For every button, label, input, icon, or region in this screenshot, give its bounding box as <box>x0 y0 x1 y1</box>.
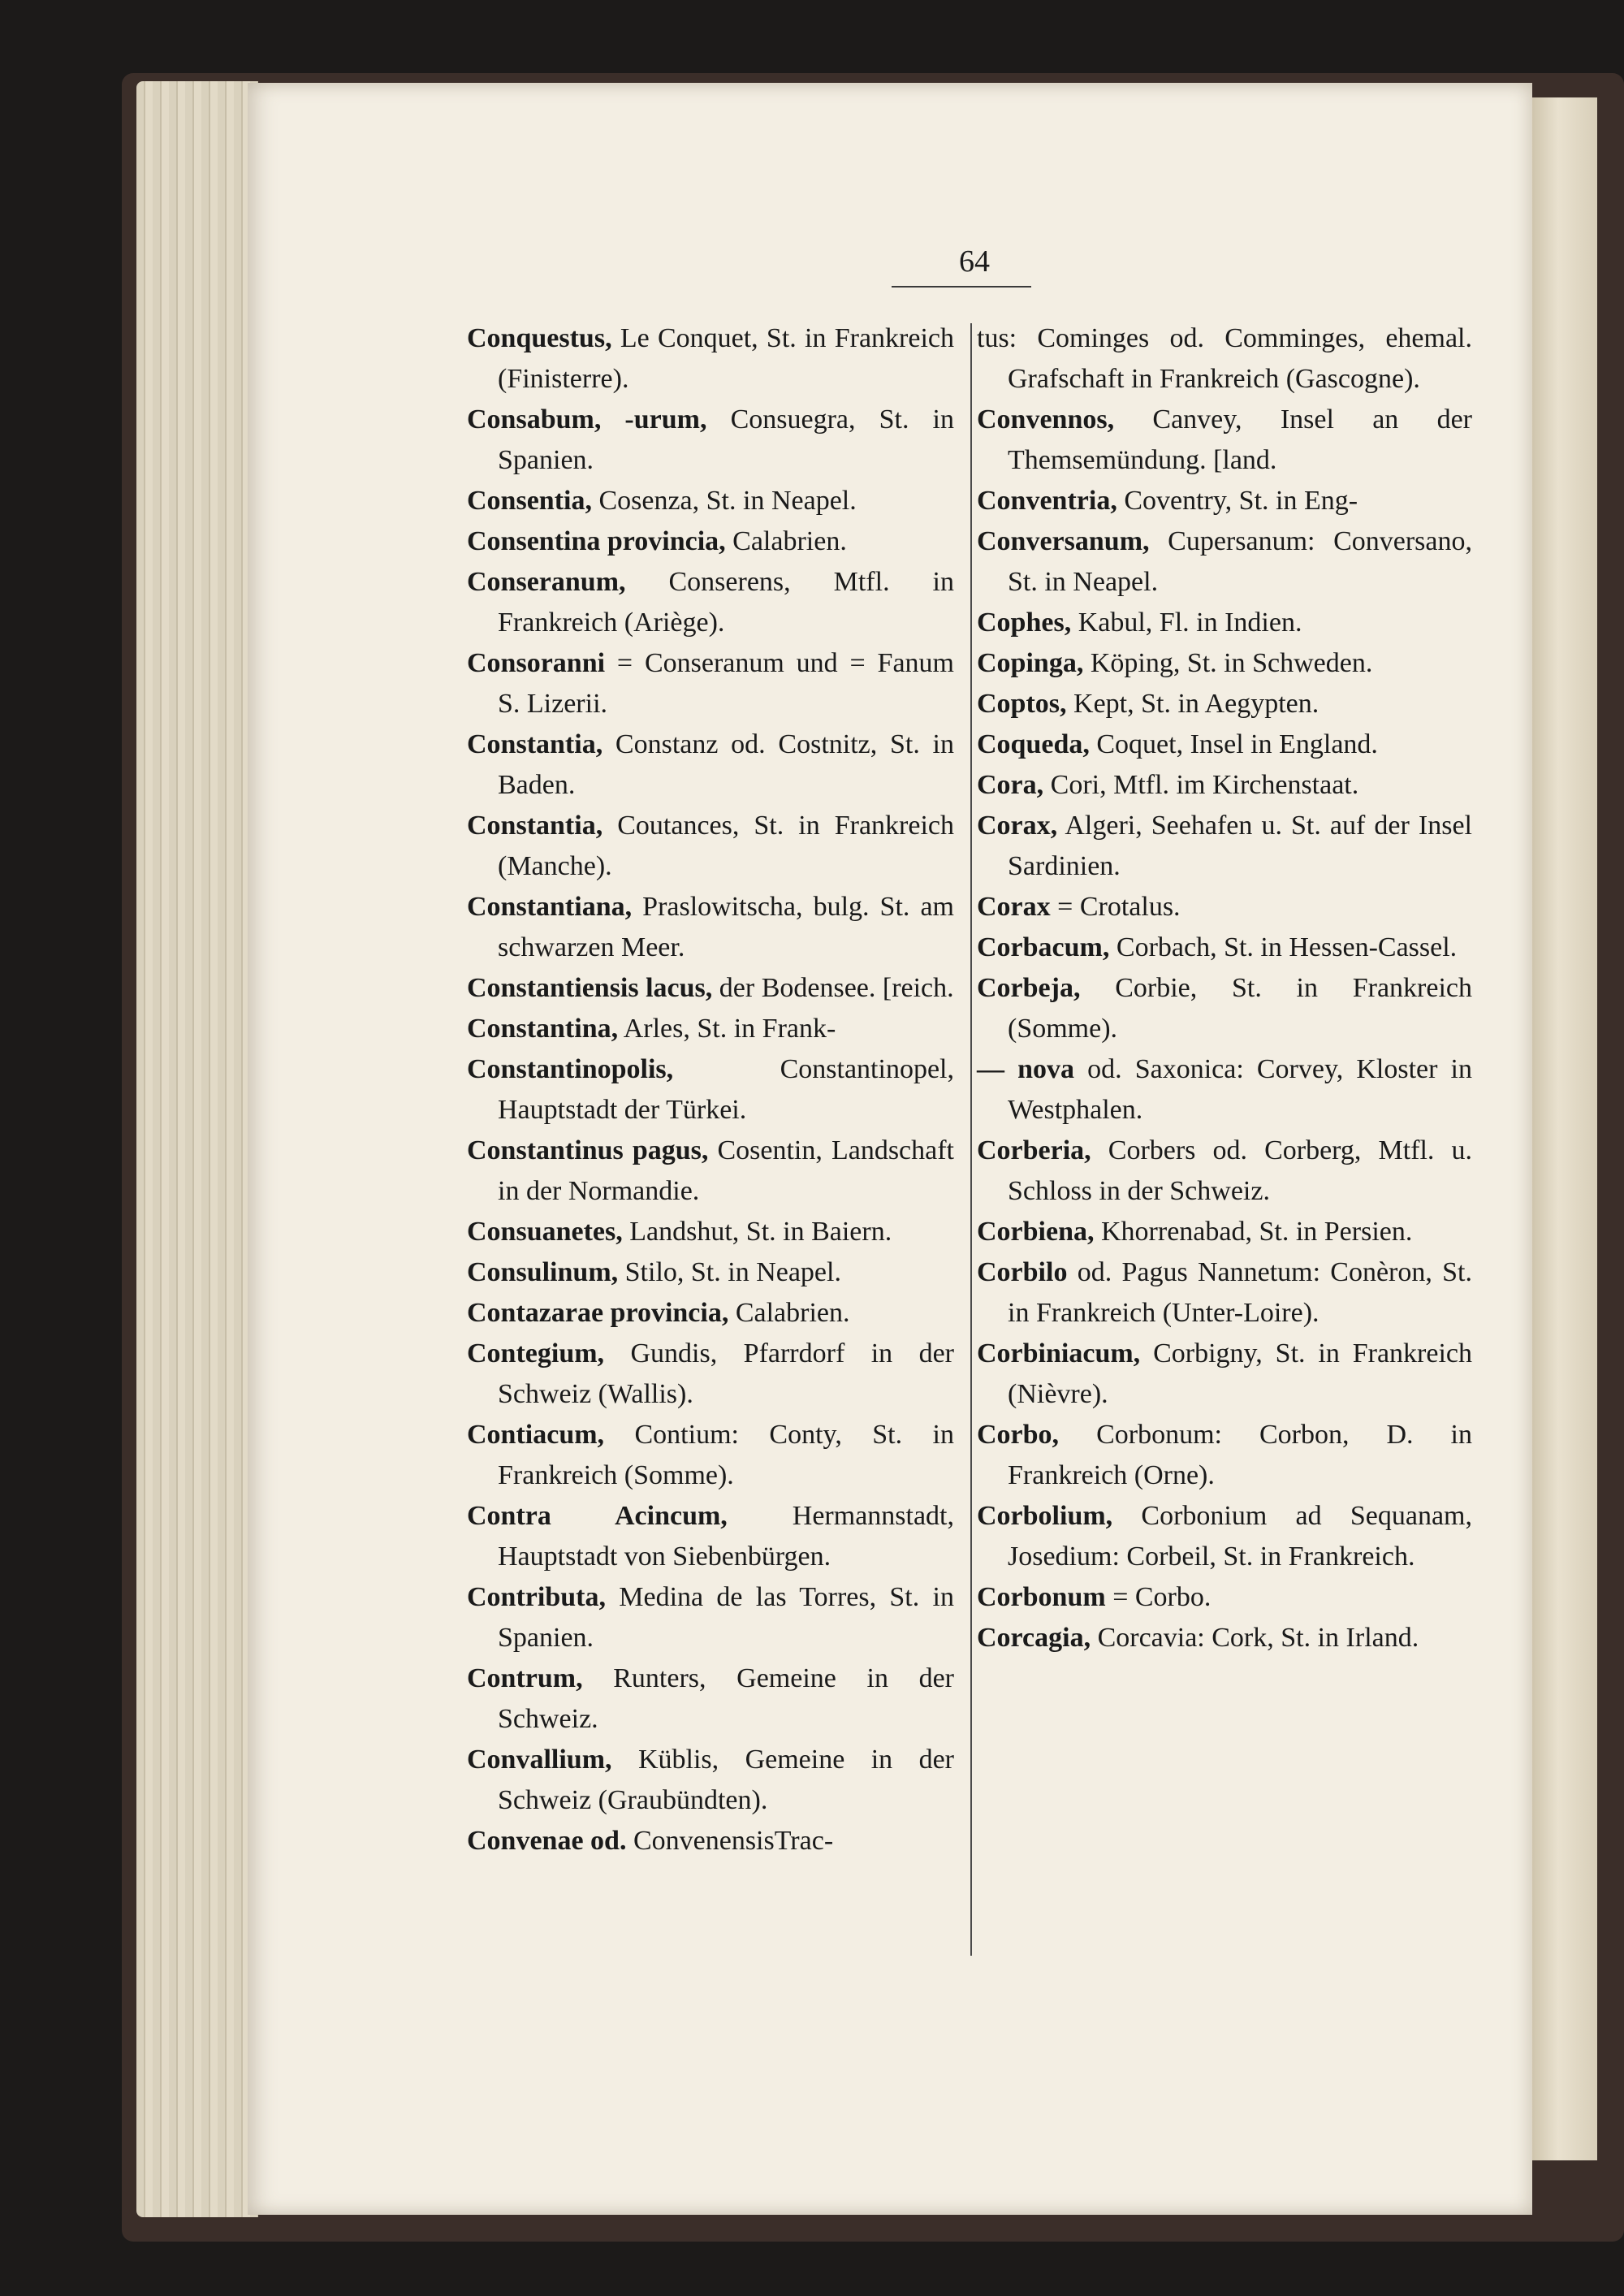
entry-headword: Conseranum, <box>467 567 626 597</box>
entry-headword: Constantinopolis, <box>467 1054 674 1084</box>
entry-definition: Algeri, Seehafen u. St. auf der Insel Sardinien. <box>1008 811 1472 881</box>
entry-definition: Consuegra, St. in Spanien. <box>498 404 955 475</box>
entry-headword: Contazarae provincia, <box>467 1298 729 1328</box>
dictionary-entry <box>467 1496 954 1577</box>
entry-headword: Constantinus pagus, <box>467 1135 709 1165</box>
entry-definition: Coquet, Insel in England. <box>1089 729 1378 759</box>
entry-definition: Cosentin, Landschaft in der Normandie. <box>498 1135 955 1206</box>
page-number-rule <box>892 286 1031 288</box>
entry-definition: Cupersanum: Conversano, St. in Neapel. <box>1008 526 1472 597</box>
entry-definition: Corbers od. Corberg, Mtfl. u. Schloss in der Schweiz. <box>1008 1135 1472 1206</box>
entry-headword: Corbonum <box>977 1582 1106 1612</box>
dictionary-entry <box>467 724 954 806</box>
entry-definition: Hermannstadt, Hauptstadt von Siebenbürgen. <box>498 1501 955 1572</box>
entry-headword: Corax, <box>977 811 1058 841</box>
entry-headword: Conquestus, <box>467 323 612 353</box>
entry-definition: Köping, St. in Schweden. <box>1083 648 1373 678</box>
entry-headword: Corcagia, <box>977 1623 1091 1653</box>
dictionary-entry <box>467 521 954 562</box>
entry-headword: Constantia, <box>467 729 603 759</box>
entry-definition: Le Conquet, St. in Frankreich (Finisterre). <box>498 323 954 394</box>
entry-headword: Consentia, <box>467 486 592 516</box>
dictionary-entry <box>467 1740 954 1821</box>
entry-definition: Corbach, St. in Hessen-Cassel. <box>1109 932 1458 962</box>
entry-definition: Runters, Gemeine in der Schweiz. <box>498 1663 954 1734</box>
entry-headword: — nova <box>977 1054 1075 1084</box>
dictionary-entry <box>467 1658 954 1740</box>
entry-definition: Calabrien. <box>725 526 847 556</box>
dictionary-entry <box>977 968 1472 1049</box>
entry-definition: Canvey, Insel an der Themsemündung. [land. <box>1008 404 1472 475</box>
entry-definition: Coutances, St. in Frankreich (Manche). <box>498 811 954 881</box>
entry-headword: Corbilo <box>977 1257 1068 1287</box>
entry-headword: Cophes, <box>977 608 1072 638</box>
entry-headword: Coptos, <box>977 689 1067 719</box>
dictionary-entry <box>977 1415 1472 1496</box>
entry-definition: Calabrien. <box>728 1298 850 1328</box>
entry-headword: Consoranni <box>467 648 606 678</box>
dictionary-entry <box>467 1415 954 1496</box>
entry-definition: Corbigny, St. in Frankreich (Nièvre). <box>1008 1338 1472 1409</box>
entry-definition: der Bodensee. [reich. <box>712 973 954 1003</box>
entry-headword: Conversanum, <box>977 526 1150 556</box>
dictionary-entry <box>467 562 954 643</box>
entry-definition: Conserens, Mtfl. in Frankreich (Ariège). <box>498 567 954 638</box>
entry-definition: Corbonium ad Sequanam, Josedium: Corbeil, St. in Frankreich. <box>1008 1501 1472 1572</box>
entry-headword: Contegium, <box>467 1338 605 1369</box>
entry-definition: Arles, St. in Frank- <box>618 1014 836 1044</box>
dictionary-entry <box>977 1496 1472 1577</box>
entry-definition: Landshut, St. in Baiern. <box>622 1217 892 1247</box>
dictionary-entry <box>977 1131 1472 1212</box>
entry-headword: Corbacum, <box>977 932 1110 962</box>
dictionary-entry <box>977 927 1472 968</box>
page-edges <box>136 81 258 2217</box>
dictionary-entry <box>467 968 954 1009</box>
dictionary-entry <box>977 1334 1472 1415</box>
entry-headword: Convallium, <box>467 1745 612 1775</box>
entry-definition: Khorrenabad, St. in Persien. <box>1094 1217 1413 1247</box>
dictionary-entry <box>467 806 954 887</box>
entry-definition: Constantinopel, Hauptstadt der Türkei. <box>498 1054 954 1125</box>
dictionary-entry <box>977 684 1472 724</box>
entry-headword: Contributa, <box>467 1582 606 1612</box>
entry-definition: Constanz od. Costnitz, St. in Baden. <box>498 729 954 800</box>
dictionary-entry <box>977 643 1472 684</box>
dictionary-entry <box>467 400 954 481</box>
entry-headword: Corbiniacum, <box>977 1338 1141 1369</box>
entry-headword: Conventria, <box>977 486 1117 516</box>
entry-definition: Kept, St. in Aegypten. <box>1066 689 1320 719</box>
dictionary-entry <box>977 1618 1472 1658</box>
entry-headword: Consabum, -urum, <box>467 404 707 435</box>
entry-headword: Constantina, <box>467 1014 619 1044</box>
entry-headword: Corax <box>977 892 1051 922</box>
entry-headword: Convennos, <box>977 404 1115 435</box>
entry-definition: Corbie, St. in Frankreich (Somme). <box>1008 973 1472 1044</box>
entry-headword: Consentina provincia, <box>467 526 726 556</box>
dictionary-entry <box>467 1252 954 1293</box>
right-column <box>977 318 1472 1658</box>
entry-headword: Corbo, <box>977 1420 1060 1450</box>
dictionary-entry <box>977 887 1472 927</box>
entry-definition: Contium: Conty, St. in Frankreich (Somme). <box>498 1420 954 1490</box>
entry-definition: od. Saxonica: Corvey, Kloster in Westphalen. <box>1008 1054 1472 1125</box>
entry-definition: Corcavia: Cork, St. in Irland. <box>1091 1623 1419 1653</box>
entry-definition: = Crotalus. <box>1050 892 1181 922</box>
entry-definition: Stilo, St. in Neapel. <box>618 1257 841 1287</box>
entry-headword: Consulinum, <box>467 1257 619 1287</box>
dictionary-entry <box>467 887 954 968</box>
entry-headword: Constantiana, <box>467 892 633 922</box>
left-column <box>467 318 954 1861</box>
entry-headword: Copinga, <box>977 648 1084 678</box>
entry-definition: = Corbo. <box>1105 1582 1212 1612</box>
entry-definition: Gundis, Pfarrdorf in der Schweiz (Wallis). <box>498 1338 954 1409</box>
entry-headword: Consuanetes, <box>467 1217 623 1247</box>
entry-headword: Constantiensis lacus, <box>467 973 713 1003</box>
dictionary-entry <box>977 1212 1472 1252</box>
dictionary-entry <box>977 318 1472 400</box>
entry-headword: Corbiena, <box>977 1217 1095 1247</box>
dictionary-entry <box>977 765 1472 806</box>
column-divider <box>970 323 972 1956</box>
entry-definition: Kabul, Fl. in Indien. <box>1071 608 1302 638</box>
dictionary-entry <box>977 481 1472 521</box>
next-page-edge <box>1532 97 1597 2160</box>
dictionary-entry <box>977 603 1472 643</box>
dictionary-entry <box>977 724 1472 765</box>
entry-headword: Constantia, <box>467 811 603 841</box>
entry-definition: tus: Cominges od. Comminges, ehemal. Grafschaft in Frankreich (Gascogne). <box>977 323 1472 394</box>
entry-headword: Convenae od. <box>467 1826 627 1856</box>
entry-definition: Corbonum: Corbon, D. in Frankreich (Orne). <box>1008 1420 1472 1490</box>
entry-definition: ConvenensisTrac- <box>626 1826 834 1856</box>
dictionary-entry <box>467 1212 954 1252</box>
entry-headword: Corbolium, <box>977 1501 1113 1531</box>
dictionary-entry <box>467 1009 954 1049</box>
entry-headword: Contra Acincum, <box>467 1501 728 1531</box>
entry-definition: Medina de las Torres, St. in Spanien. <box>498 1582 954 1653</box>
entry-definition: Praslowitscha, bulg. St. am schwarzen Meer. <box>498 892 954 962</box>
dictionary-entry <box>977 400 1472 481</box>
dictionary-entry <box>467 318 954 400</box>
page-number: 64 <box>959 244 990 279</box>
dictionary-entry <box>467 1577 954 1658</box>
dictionary-entry <box>467 1334 954 1415</box>
entry-definition: Cori, Mtfl. im Kirchenstaat. <box>1043 770 1359 800</box>
dictionary-entry <box>977 1049 1472 1131</box>
dictionary-entry <box>467 1821 954 1861</box>
dictionary-entry <box>467 1131 954 1212</box>
entry-definition: Cosenza, St. in Neapel. <box>591 486 857 516</box>
entry-definition: Coventry, St. in Eng- <box>1116 486 1358 516</box>
dictionary-entry <box>977 1252 1472 1334</box>
dictionary-entry <box>977 806 1472 887</box>
entry-headword: Corbeja, <box>977 973 1081 1003</box>
entry-definition: = Conseranum und = Fanum S. Lizerii. <box>498 648 954 719</box>
dictionary-entry <box>977 521 1472 603</box>
entry-headword: Cora, <box>977 770 1044 800</box>
dictionary-entry <box>467 481 954 521</box>
entry-definition: Küblis, Gemeine in der Schweiz (Graubündten). <box>498 1745 954 1815</box>
dictionary-entry <box>467 643 954 724</box>
dictionary-entry <box>977 1577 1472 1618</box>
entry-headword: Contrum, <box>467 1663 583 1693</box>
entry-definition: od. Pagus Nannetum: Conèron, St. in Frankreich (Unter-Loire). <box>1008 1257 1472 1328</box>
dictionary-entry <box>467 1293 954 1334</box>
entry-headword: Corberia, <box>977 1135 1091 1165</box>
entry-headword: Coqueda, <box>977 729 1090 759</box>
entry-headword: Contiacum, <box>467 1420 605 1450</box>
dictionary-entry <box>467 1049 954 1131</box>
